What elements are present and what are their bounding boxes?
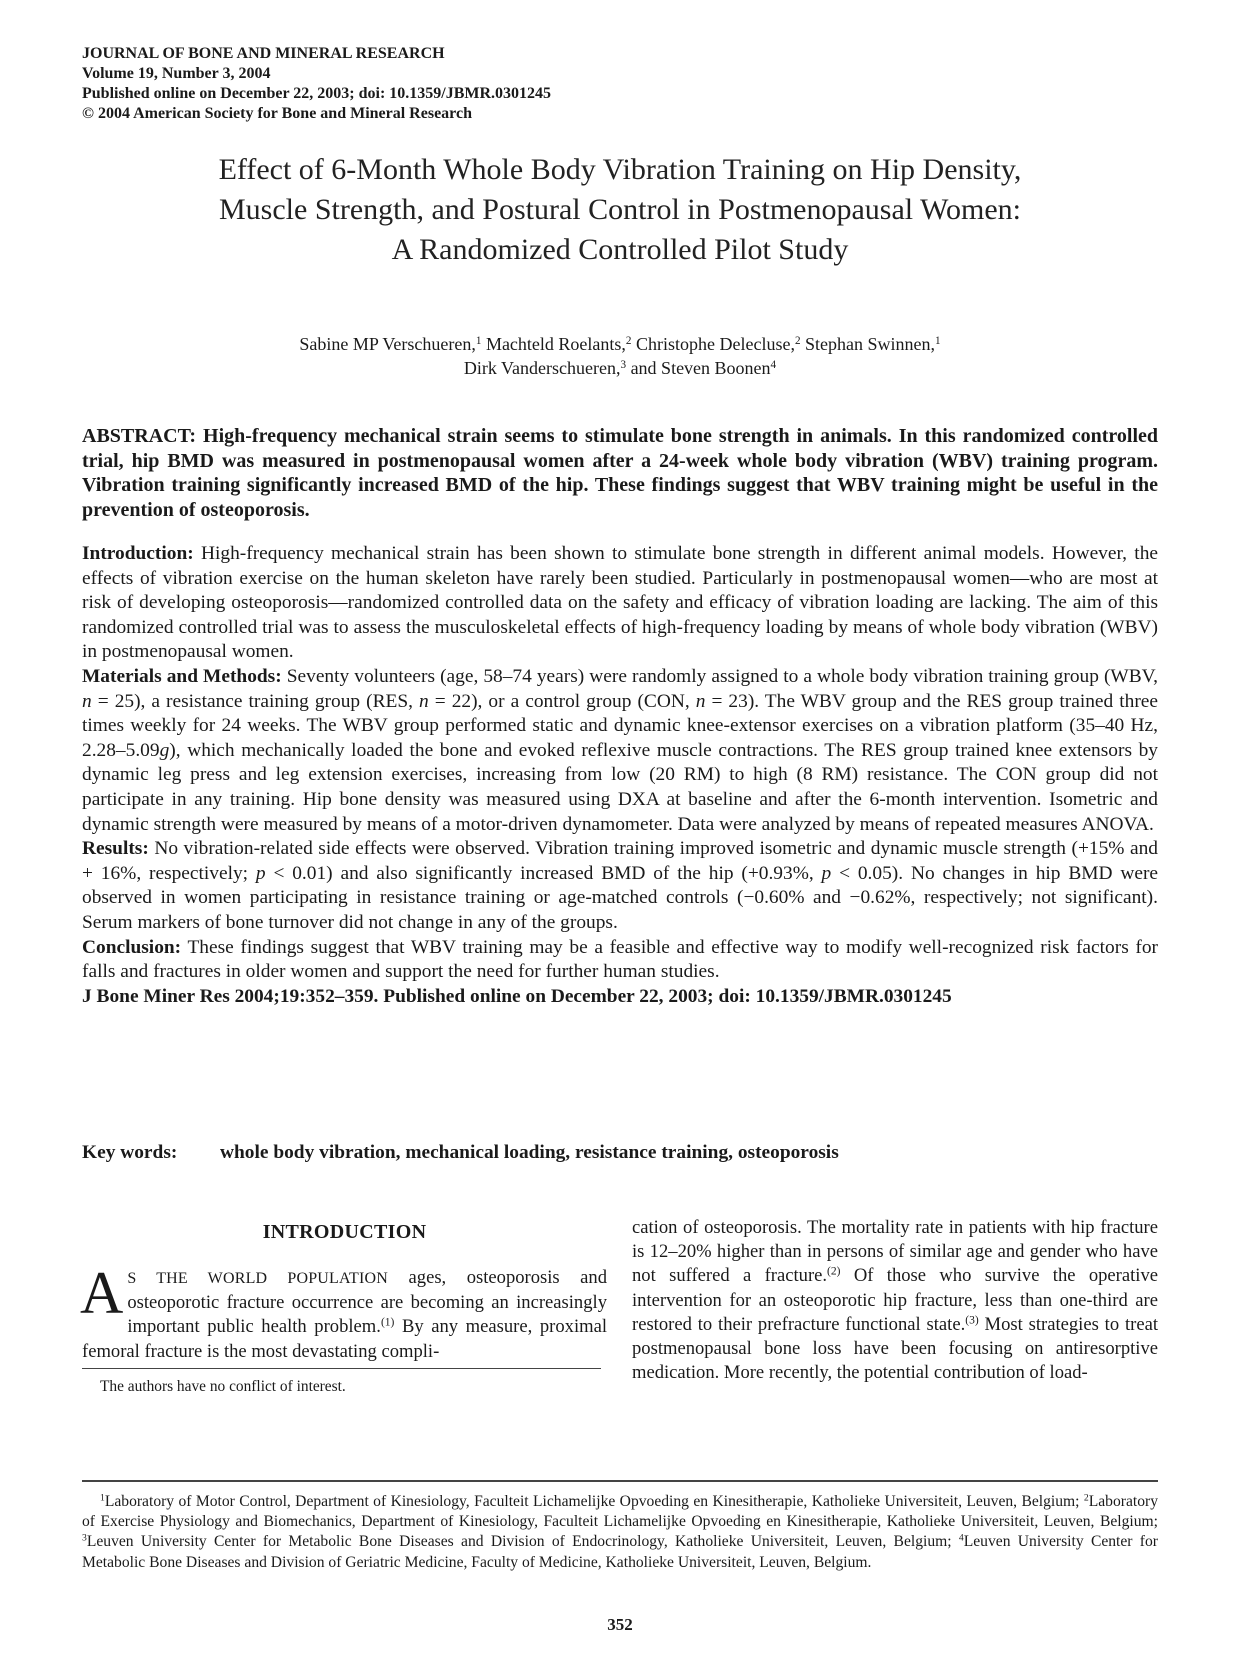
section-label: Results: xyxy=(82,838,149,860)
abstract-conclusion: Conclusion: These findings suggest that WBV training may be a feasible and effective way to modify well-recognized risk factors for falls and fractures in older women and support the need for further human studies. xyxy=(82,936,1158,983)
drop-cap: A xyxy=(80,1260,124,1326)
author: Christophe Delecluse,$^2$ xyxy=(635,334,801,354)
title-line-3: A Randomized Controlled Pilot Study xyxy=(391,233,849,266)
reference-marker[interactable]: (3) xyxy=(965,1314,979,1327)
journal-header xyxy=(82,44,782,124)
citation-line: J Bone Miner Res 2004;19:352–359. Published online on December 22, 2003; doi: 10.1359/JBMR.0301245 xyxy=(82,985,952,1007)
affiliations-divider xyxy=(82,1480,1158,1482)
author: Machteld Roelants,$^2$ xyxy=(485,334,632,354)
section-label: Conclusion: xyxy=(82,936,182,958)
paper-title xyxy=(100,150,1140,270)
author: and Steven Boonen$^4$ xyxy=(630,358,777,378)
left-column xyxy=(82,1220,607,1364)
footnote-divider xyxy=(82,1368,601,1369)
affiliation-number: 3 xyxy=(82,1533,87,1545)
affiliation-marker: 1 xyxy=(475,334,482,347)
affiliation-text: Laboratory of Exercise Physiology and Biomechanics, Department of Kinesiology, Faculteit Lichamelijke Opvoeding en Kinesitherapie, Katholieke Universiteit, Leuven, Belgium; xyxy=(82,1493,1158,1531)
reference-marker[interactable]: (1) xyxy=(380,1317,395,1330)
conflict-footnote: The authors have no conflict of interest. xyxy=(100,1378,346,1395)
journal-name: JOURNAL OF BONE AND MINERAL RESEARCH xyxy=(82,45,445,62)
journal-copyright: © 2004 American Society for Bone and Mineral Research xyxy=(82,105,472,122)
introduction-paragraph-continued: cation of osteoporosis. The mortality rate in patients with hip fracture is 12–20% higher than in persons of similar age and gender who have not suffered a fracture.$^{(2)}$ Of those who survive the operative intervention for an osteoporotic hip fracture, less than one-third are restored to their prefracture functional state.$^{(3)}$ Most strategies to treat postmenopausal bone loss have been focusing on antiresorptive medication. More recently, the potential contribution of load- xyxy=(632,1217,1159,1384)
author: Dirk Vanderschueren,$^3$ xyxy=(463,358,627,378)
keywords xyxy=(82,1141,1158,1165)
affiliation-marker: 4 xyxy=(770,358,777,371)
section-heading-introduction: INTRODUCTION xyxy=(262,1221,427,1243)
reference-marker[interactable]: (2) xyxy=(827,1266,841,1279)
introduction-paragraph: A S THE WORLD POPULATION ages, osteoporosis and osteoporotic fracture occurrence are becoming an increasingly important public health problem.$^{(1)}$ By any measure, proximal femoral fracture is the most devastating compli- xyxy=(80,1260,608,1362)
affiliation-text: Leuven University Center for Metabolic Bone Diseases and Division of Geriatric Medicine, Faculty of Medicine, Katholieke Universiteit, Leuven, Belgium. xyxy=(82,1533,1158,1571)
section-label: Introduction: xyxy=(82,543,194,564)
affiliation-marker: 3 xyxy=(620,358,627,371)
title-line-2: Muscle Strength, and Postural Control in Postmenopausal Women: xyxy=(219,193,1021,226)
keywords-text: whole body vibration, mechanical loading, resistance training, osteoporosis xyxy=(220,1142,839,1163)
affiliation-marker: 2 xyxy=(625,334,632,347)
keywords-label: Key words: xyxy=(82,1142,178,1163)
right-column xyxy=(632,1216,1158,1385)
abstract-methods: Materials and Methods: Seventy volunteers (age, 58–74 years) were randomly assigned to a whole body vibration training group (WBV, n = 25), a resistance training group (RES, n = 22), or a control group (CON, n = 23). The WBV group and the RES group trained three times weekly for 24 weeks. The WBV group performed static and dynamic knee-extensor exercises on a vibration platform (35–40 Hz, 2.28–5.09g), which mechanically loaded the bone and evoked reflexive muscle contractions. The RES group trained knee extensors by dynamic leg press and leg extension exercises, increasing from low (20 RM) to high (8 RM) resistance. The CON group did not participate in any training. Hip bone density was measured using DXA at baseline and after the 6-month intervention. Isometric and dynamic strength were measured by means of a motor-driven dynamometer. Data were analyzed by means of repeated measures ANOVA. xyxy=(82,665,1158,835)
journal-published: Published online on December 22, 2003; doi: 10.1359/JBMR.0301245 xyxy=(82,85,552,102)
affiliation-number: 1 xyxy=(100,1492,105,1504)
abstract-introduction: Introduction: High-frequency mechanical strain has been shown to stimulate bone strength in different animal models. However, the effects of vibration exercise on the human skeleton have rarely been studied. Particularly in postmenopausal women—who are most at risk of developing osteoporosis—randomized controlled data on the safety and efficacy of vibration loading are lacking. The aim of this randomized controlled trial was to assess the musculoskeletal effects of high-frequency loading by means of whole body vibration (WBV) in postmenopausal women. xyxy=(82,543,1158,663)
affiliation-number: 4 xyxy=(958,1533,964,1545)
affiliations xyxy=(82,1492,1158,1573)
abstract-results: Results: No vibration-related side effects were observed. Vibration training improved isometric and dynamic muscle strength (+15% and + 16%, respectively; p < 0.01) and also significantly increased BMD of the hip (+0.93%, p < 0.05). No changes in hip BMD were observed in women participating in resistance training or age-matched controls (−0.60% and −0.62%, respectively; not significant). Serum markers of bone turnover did not change in any of the groups. xyxy=(82,838,1159,933)
affiliation-text: Laboratory of Motor Control, Department of Kinesiology, Faculteit Lichamelijke Opvoeding en Kinesitherapie, Katholieke Universiteit, Leuven, Belgium; xyxy=(104,1493,1084,1510)
title-line-1: Effect of 6-Month Whole Body Vibration Training on Hip Density, xyxy=(218,153,1022,186)
author: Stephan Swinnen,$^1$ xyxy=(805,334,941,354)
author: Sabine MP Verschueren,$^1$ xyxy=(299,334,482,354)
journal-volume: Volume 19, Number 3, 2004 xyxy=(82,65,271,82)
affiliation-text: Leuven University Center for Metabolic Bone Diseases and Division of Endocrinology, Katholieke Universiteit, Leuven, Belgium; xyxy=(86,1533,959,1551)
affiliation-marker: 2 xyxy=(794,334,801,347)
page-number: 352 xyxy=(607,1615,633,1634)
structured-abstract xyxy=(82,542,1158,1009)
abstract-summary: ABSTRACT: High-frequency mechanical strain seems to stimulate bone strength in animals. In this randomized controlled trial, hip BMD was measured in postmenopausal women after a 24-week whole body vibration (WBV) training program. Vibration training significantly increased BMD of the hip. These findings suggest that WBV training might be useful in the prevention of osteoporosis. xyxy=(82,425,1158,521)
affiliation-number: 2 xyxy=(1083,1492,1089,1504)
affiliation-marker: 1 xyxy=(935,334,941,347)
section-label: Materials and Methods: xyxy=(82,665,282,687)
author-list xyxy=(100,332,1140,380)
